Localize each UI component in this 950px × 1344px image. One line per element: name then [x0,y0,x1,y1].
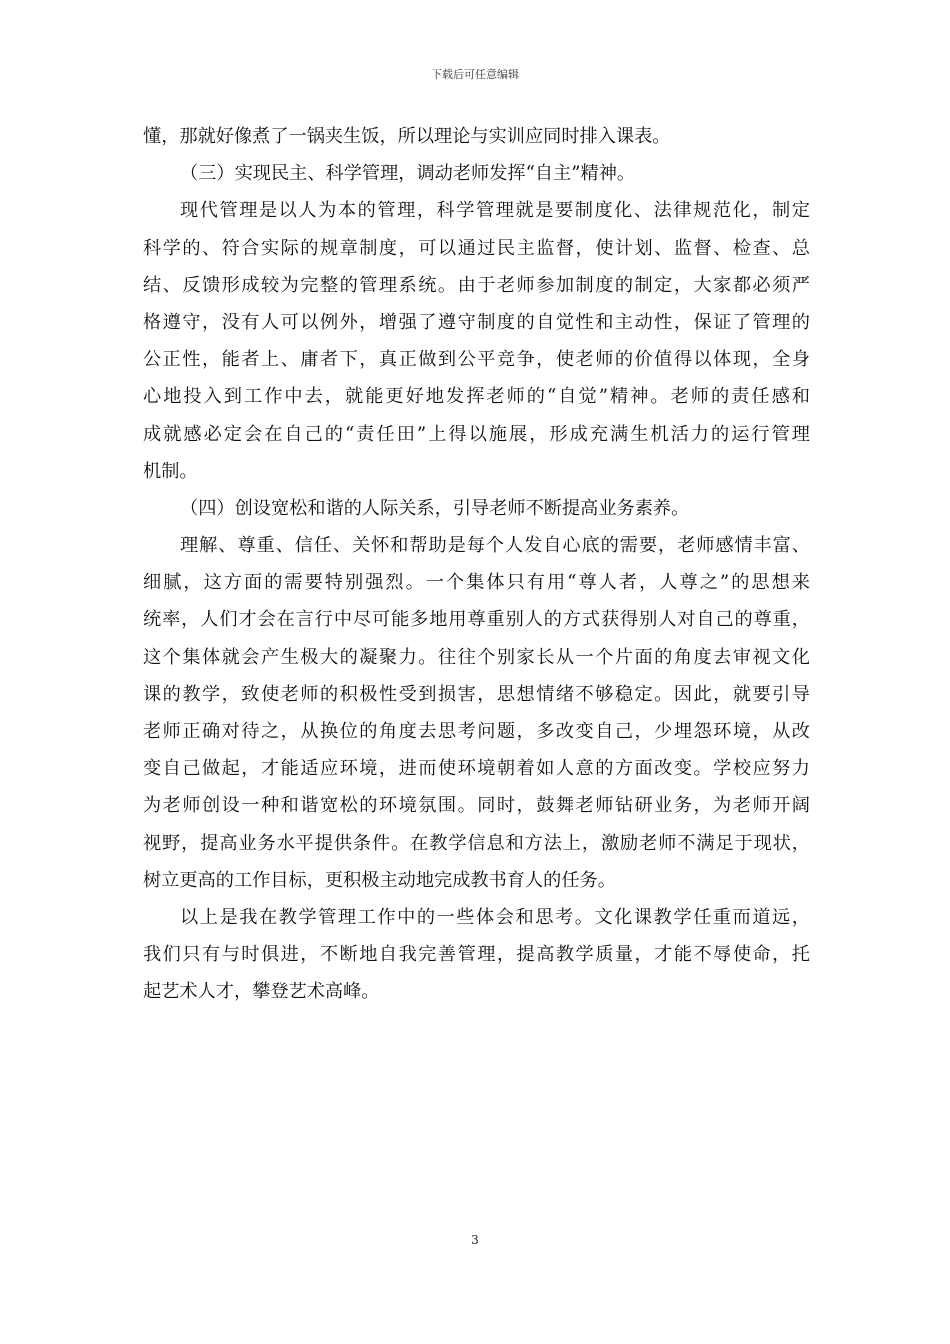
text-line: 成就感必定会在自己的“责任田”上得以施展，形成充满生机活力的运行管理 [143,423,810,445]
text-line: 机制。 [143,460,198,482]
document-body [143,118,810,1011]
text-line: 老师正确对待之，从换位的角度去思考问题，多改变自己，少埋怨环境，从改 [143,721,810,742]
text-line: 以上是我在教学管理工作中的一些体会和思考。文化课教学任重而道远， [180,906,810,928]
section-heading: （三）实现民主、科学管理，调动老师发挥“自主”精神。 [180,163,636,185]
text-line: 我们只有与时俱进，不断地自我完善管理，提高教学质量，才能不辱使命，托 [143,944,810,966]
page-header: 下载后可任意编辑 [431,68,519,81]
text-line: 细腻，这方面的需要特别强烈。一个集体只有用“尊人者，人尊之”的思想来 [143,572,810,594]
text-line: 格遵守，没有人可以例外，增强了遵守制度的自觉性和主动性，保证了管理的 [143,311,810,333]
text-line: 统率，人们才会在言行中尽可能多地用尊重别人的方式获得别人对自己的尊重， [143,609,810,631]
text-line: 起艺术人才，攀登艺术高峰。 [143,981,380,1003]
text-line: 心地投入到工作中去，就能更好地发挥老师的“自觉”精神。老师的责任感和 [143,386,810,408]
text-line: 理解、尊重、信任、关怀和帮助是每个人发自心底的需要，老师感情丰富、 [180,535,810,557]
text-line: 课的教学，致使老师的积极性受到损害，思想情绪不够稳定。因此，就要引导 [143,683,810,705]
page-number: 3 [471,1233,479,1247]
text-line: 树立更高的工作目标，更积极主动地完成教书育人的任务。 [143,869,616,891]
text-line: 这个集体就会产生极大的凝聚力。往往个别家长从一个片面的角度去审视文化 [143,646,810,668]
text-line: 公正性，能者上、庸者下，真正做到公平竞争，使老师的价值得以体现，全身 [143,349,810,371]
section-heading: （四）创设宽松和谐的人际关系，引导老师不断提高业务素养。 [180,497,690,519]
text-line: 现代管理是以人为本的管理，科学管理就是要制度化、法律规范化，制定 [180,200,810,222]
text-line: 科学的、符合实际的规章制度，可以通过民主监督，使计划、监督、检查、总 [143,237,810,259]
text-line: 视野，提高业务水平提供条件。在教学信息和方法上，激励老师不满足于现状， [143,832,810,854]
text-line: 懂，那就好像煮了一锅夹生饭，所以理论与实训应同时排入课表。 [143,126,671,147]
text-line: 结、反馈形成较为完整的管理系统。由于老师参加制度的制定，大家都必须严 [143,274,810,296]
text-line: 变自己做起，才能适应环境，进而使环境朝着如人意的方面改变。学校应努力 [143,758,810,780]
text-line: 为老师创设一种和谐宽松的环境氛围。同时，鼓舞老师钻研业务，为老师开阔 [143,795,810,817]
